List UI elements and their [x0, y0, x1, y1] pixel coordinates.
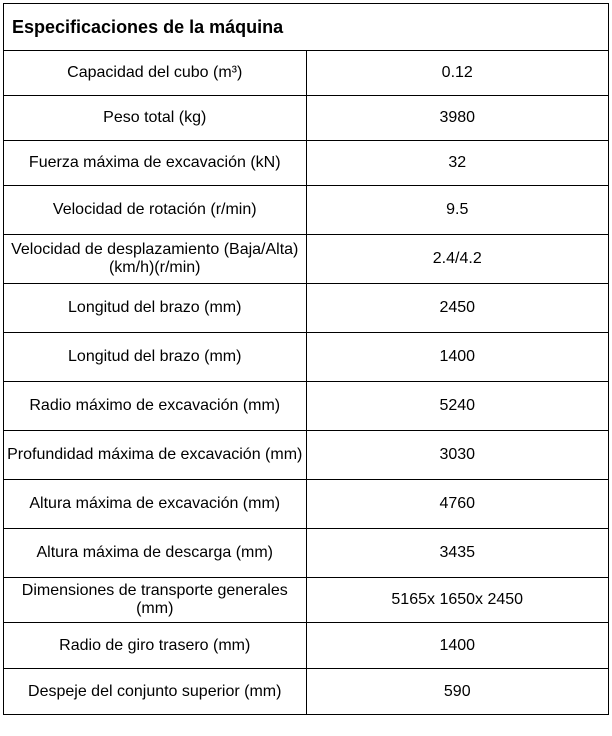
spec-label: Radio máximo de excavación (mm) — [4, 382, 307, 431]
specifications-table — [3, 3, 609, 715]
spec-value: 3980 — [306, 96, 609, 141]
spec-label: Altura máxima de excavación (mm) — [4, 480, 307, 529]
spec-label: Fuerza máxima de excavación (kN) — [4, 141, 307, 186]
table-title: Especificaciones de la máquina — [4, 4, 609, 51]
spec-label: Profundidad máxima de excavación (mm) — [4, 431, 307, 480]
spec-label: Peso total (kg) — [4, 96, 307, 141]
spec-value: 4760 — [306, 480, 609, 529]
spec-label: Radio de giro trasero (mm) — [4, 623, 307, 669]
table-row — [4, 529, 609, 578]
table-row — [4, 578, 609, 623]
spec-value: 3030 — [306, 431, 609, 480]
table-row — [4, 235, 609, 284]
spec-label: Altura máxima de descarga (mm) — [4, 529, 307, 578]
table-row — [4, 382, 609, 431]
spec-value: 9.5 — [306, 186, 609, 235]
title-row — [4, 4, 609, 51]
table-row — [4, 284, 609, 333]
table-row — [4, 186, 609, 235]
table-row — [4, 431, 609, 480]
spec-value: 590 — [306, 669, 609, 715]
spec-label: Capacidad del cubo (m³) — [4, 51, 307, 96]
table-row — [4, 623, 609, 669]
spec-value: 5165x 1650x 2450 — [306, 578, 609, 623]
table-row — [4, 480, 609, 529]
spec-label: Longitud del brazo (mm) — [4, 333, 307, 382]
table-row — [4, 96, 609, 141]
spec-value: 2450 — [306, 284, 609, 333]
spec-label: Longitud del brazo (mm) — [4, 284, 307, 333]
spec-value: 1400 — [306, 333, 609, 382]
table-row — [4, 141, 609, 186]
table-row — [4, 669, 609, 715]
spec-value: 5240 — [306, 382, 609, 431]
spec-value: 3435 — [306, 529, 609, 578]
spec-value: 2.4/4.2 — [306, 235, 609, 284]
spec-label: Dimensiones de transporte generales (mm) — [4, 578, 307, 623]
spec-label: Velocidad de rotación (r/min) — [4, 186, 307, 235]
spec-label: Velocidad de desplazamiento (Baja/Alta) (km/h)(r/min) — [4, 235, 307, 284]
table-row — [4, 333, 609, 382]
spec-value: 1400 — [306, 623, 609, 669]
spec-label: Despeje del conjunto superior (mm) — [4, 669, 307, 715]
table-row — [4, 51, 609, 96]
spec-value: 32 — [306, 141, 609, 186]
spec-value: 0.12 — [306, 51, 609, 96]
